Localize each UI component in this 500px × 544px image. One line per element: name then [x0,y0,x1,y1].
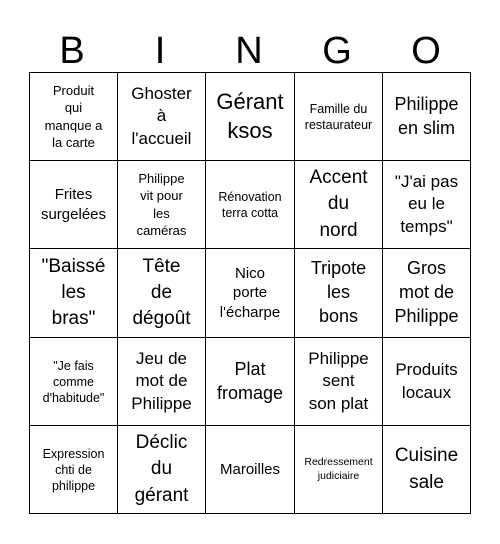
header-letter-i: I [154,30,166,72]
bingo-cell-r4-c2[interactable] [206,426,295,513]
cell-text: Philippe vit pour les caméras [136,170,187,238]
bingo-cell-r0-c2[interactable] [206,73,295,161]
bingo-cell-r0-c0[interactable] [30,73,118,161]
bingo-cell-r3-c2[interactable] [206,338,295,426]
bingo-cell-r0-c4[interactable] [383,73,470,161]
header-letter-b: B [59,30,85,72]
cell-text: Philippe en slim [394,93,459,138]
cell-text: Nico porte l'écharpe [219,264,281,321]
cell-text: Philippe sent son plat [308,348,369,413]
cell-text: Ghoster à l'accueil [131,83,192,148]
cell-text: Rénovation terra cotta [218,189,282,220]
header-letter-o: O [411,30,441,72]
bingo-cell-r2-c1[interactable] [118,249,206,338]
bingo-cell-r3-c4[interactable] [383,338,470,426]
cell-text: Gros mot de Philippe [394,258,459,326]
cell-text: Produit qui manque a la carte [44,82,103,150]
bingo-cell-r1-c4[interactable] [383,161,470,249]
bingo-cell-r1-c1[interactable] [118,161,206,249]
bingo-cell-r3-c0[interactable] [30,338,118,426]
bingo-cell-r3-c3[interactable] [295,338,383,426]
cell-text: Cuisine sale [394,445,459,493]
bingo-cell-r2-c2[interactable] [206,249,295,338]
bingo-cell-r0-c1[interactable] [118,73,206,161]
bingo-header [28,28,470,74]
cell-text: Tripote les bons [310,258,367,326]
cell-text: Déclic du gérant [134,432,189,506]
header-letter-n: N [235,30,263,72]
header-letter-g: G [322,30,352,72]
bingo-cell-r4-c3[interactable] [295,426,383,513]
bingo-cell-r4-c4[interactable] [383,426,470,513]
cell-text: "Je fais comme d'habitude" [42,358,105,405]
cell-text: Redressement judiciaire [304,455,373,482]
cell-text: Famille du restaurateur [304,101,373,132]
bingo-cell-r2-c4[interactable] [383,249,470,338]
bingo-cell-r4-c0[interactable] [30,426,118,513]
cell-text: "J'ai pas eu le temps" [394,171,459,236]
bingo-cell-r1-c3[interactable] [295,161,383,249]
cell-text: Maroilles [219,460,280,478]
cell-text: "Baissé les bras" [41,255,106,330]
bingo-cell-r3-c1[interactable] [118,338,206,426]
bingo-cell-r2-c3[interactable] [295,249,383,338]
cell-text: Accent du nord [309,167,368,241]
bingo-cell-r0-c3[interactable] [295,73,383,161]
cell-text: Jeu de mot de Philippe [131,348,192,413]
cell-text: Gérant ksos [216,89,284,143]
cell-text: Produits locaux [395,359,458,402]
bingo-cell-r4-c1[interactable] [118,426,206,513]
cell-text: Frites surgelées [40,186,107,223]
cell-text: Tête de dégoût [132,255,191,330]
bingo-cell-r1-c2[interactable] [206,161,295,249]
bingo-grid [29,72,471,514]
bingo-cell-r2-c0[interactable] [30,249,118,338]
cell-text: Expression chti de philippe [42,446,105,493]
cell-text: Plat fromage [216,358,284,403]
bingo-cell-r1-c0[interactable] [30,161,118,249]
